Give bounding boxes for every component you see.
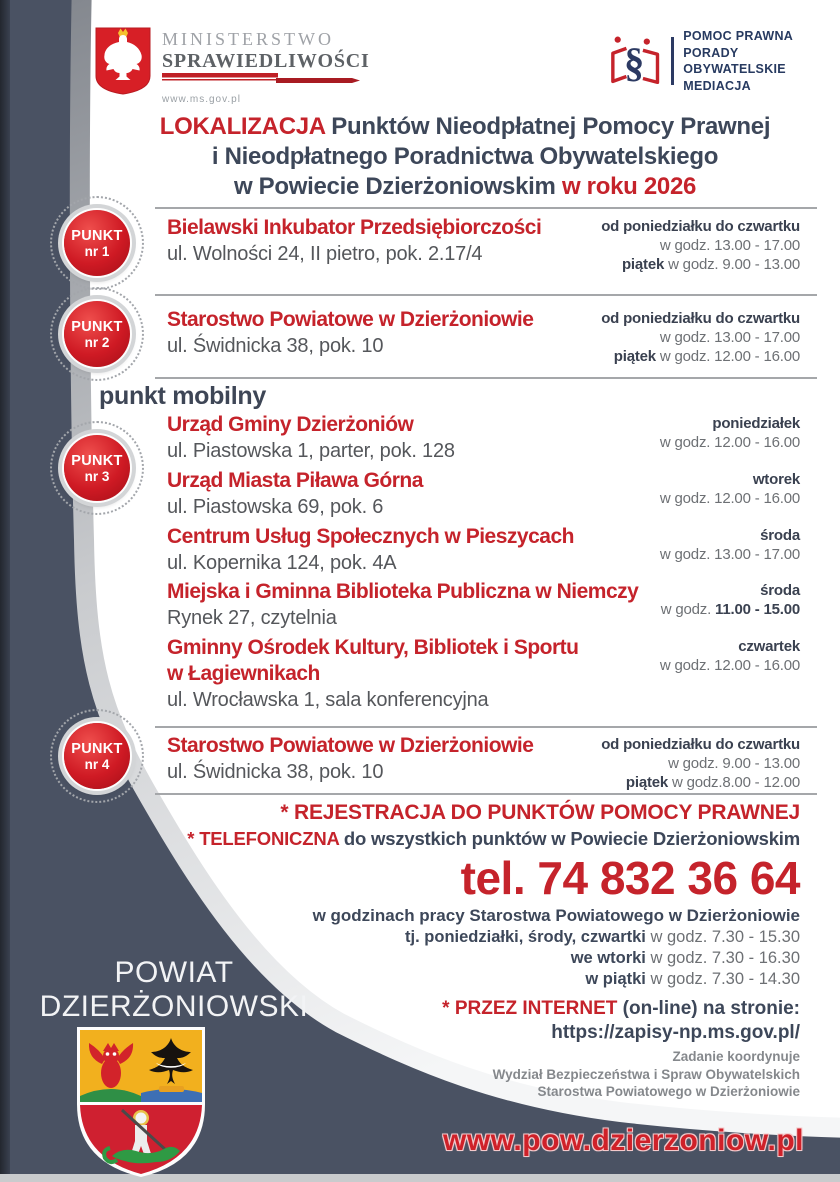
logo-divider (671, 37, 674, 85)
coordination-note (493, 1048, 800, 1101)
registration-headline: * REJESTRACJA DO PUNKTÓW POMOCY PRAWNEJ (280, 801, 800, 824)
divider (155, 726, 817, 728)
entry-name: Urząd Gminy Dzierżoniów (167, 413, 414, 436)
hours-line-2: we wtorki w godz. 7.30 - 16.30 (570, 949, 800, 967)
entry-name: Urząd Miasta Piława Górna (167, 469, 423, 492)
title-accent-2: w roku 2026 (561, 173, 697, 200)
registration-url: https://zapisy-np.ms.gov.pl/ (551, 1022, 800, 1043)
entry-address: ul. Wolności 24, II pietro, pok. 2.17/4 (167, 243, 483, 265)
mobile-entry-1 (167, 412, 800, 464)
divider (155, 294, 817, 296)
badge-punkt-3 (64, 435, 130, 501)
county-line1: POWIAT (114, 956, 234, 989)
entry-schedule: poniedziałek w godz. 12.00 - 16.00 (659, 415, 800, 451)
registration-section: * REJESTRACJA DO PUNKTÓW POMOCY PRAWNEJ * TELEFONICZNA do wszystkich punktów w Powiecie Dzierżoniowskim tel. 74 832 36 64 w godzinach pracy Starostwa Powiatowego w Dzierżoniowie tj. poniedziałki, środy, czwartki w godz. 7.30 - 15.30 we wtorki w godz. 7.30 - 16.30 w piątki w godz. 7.30 - 14.30 * PRZEZ INTERNET (on-line) na stronie: https://zapisy-np.ms.gov.pl/ (160, 800, 800, 1045)
ministry-name-line2: SPRAWIEDLIWOŚCI (162, 50, 370, 72)
poster-title (90, 112, 840, 202)
hours-line-1: tj. poniedziałki, środy, czwartki w godz. 7.30 - 15.30 (405, 928, 800, 946)
svg-text:§: § (624, 40, 645, 86)
internet-label: * PRZEZ INTERNET (442, 998, 618, 1019)
entry-name: Bielawski Inkubator Przedsiębiorczości (167, 216, 542, 239)
title-line2: i Nieodpłatnego Poradnictwa Obywatelskiego (211, 143, 719, 170)
mobile-entry-4 (167, 579, 800, 631)
point-entry-4 (167, 733, 800, 791)
entry-name: Starostwo Powiatowe w Dzierżoniowie (167, 734, 534, 757)
county-name (28, 956, 320, 1024)
ribbon-icon (162, 73, 362, 86)
county-website: www.pow.dzierzoniow.pl (443, 1124, 804, 1157)
entry-name: Starostwo Powiatowe w Dzierżoniowie (167, 308, 534, 331)
title-accent-1: LOKALIZACJA (159, 113, 325, 140)
county-line2: DZIERŻONIOWSKI (39, 990, 309, 1023)
mobile-entry-3 (167, 524, 800, 576)
entry-address: ul. Piastowska 69, pok. 6 (167, 496, 384, 518)
badge-punkt-1 (64, 210, 130, 276)
entry-address: ul. Wrocławska 1, sala konferencyjna (167, 689, 489, 711)
divider (155, 377, 817, 379)
entry-name: Centrum Usług Społecznych w Pieszycach (167, 525, 574, 548)
hours-line-3: w piątki w godz. 7.30 - 14.30 (585, 970, 800, 988)
legal-aid-line1: POMOC PRAWNA (683, 29, 794, 43)
phone-number: tel. 74 832 36 64 (460, 852, 800, 904)
entry-name: Miejska i Gminna Biblioteka Publiczna w Niemczy (167, 580, 639, 603)
badge-number: nr 2 (84, 334, 110, 350)
coordination-line2: Wydział Bezpieczeństwa i Spraw Obywatelskich (492, 1066, 800, 1082)
entry-address: ul. Piastowska 1, parter, pok. 128 (167, 440, 455, 462)
entry-schedule: czwartek w godz. 12.00 - 16.00 (659, 638, 800, 674)
entry-schedule: środa w godz. 13.00 - 17.00 (659, 527, 800, 563)
ministry-website: www.ms.gov.pl (162, 94, 241, 105)
badge-punkt-4 (64, 723, 130, 789)
coat-of-arms (76, 1026, 206, 1178)
badge-number: nr 1 (84, 243, 110, 259)
badge-label: PUNKT (71, 452, 123, 469)
paragraph-book-icon (608, 32, 662, 90)
entry-address: ul. Świdnicka 38, pok. 10 (167, 761, 384, 783)
coordination-line1: Zadanie koordynuje (672, 1049, 800, 1064)
badge-number: nr 3 (84, 468, 110, 484)
polish-eagle-emblem-icon (94, 26, 152, 96)
title-line3: w Powiecie Dzierżoniowskim (233, 173, 562, 200)
badge-label: PUNKT (71, 318, 123, 335)
entry-schedule: wtorek w godz. 12.00 - 16.00 (659, 471, 800, 507)
badge-label: PUNKT (71, 227, 123, 244)
mobile-point-heading: punkt mobilny (99, 382, 266, 410)
point-entry-1 (167, 215, 800, 273)
badge-punkt-2 (64, 301, 130, 367)
divider (155, 207, 817, 209)
legal-aid-line3: MEDIACJA (683, 78, 751, 93)
point-entry-2 (167, 307, 800, 365)
badge-number: nr 4 (84, 756, 110, 772)
mobile-entry-2 (167, 468, 800, 520)
badge-label: PUNKT (71, 740, 123, 757)
legal-aid-logo (608, 28, 840, 94)
entry-address: ul. Świdnicka 38, pok. 10 (167, 335, 384, 357)
entry-schedule: od poniedziałku do czwartku w godz. 13.00 - 17.00 piątek w godz. 12.00 - 16.00 (601, 310, 800, 365)
registration-phone-label: * TELEFONICZNA (187, 828, 339, 849)
entry-address: ul. Kopernika 124, pok. 4A (167, 552, 397, 574)
entry-address: Rynek 27, czytelnia (167, 607, 337, 629)
entry-name: Gminny Ośrodek Kultury, Bibliotek i Sportu (167, 636, 579, 659)
legal-aid-line2: PORADY OBYWATELSKIE (683, 45, 786, 76)
ministry-name-line1: MINISTERSTWO (162, 29, 334, 49)
entry-name-line2: w Łagiewnikach (167, 662, 320, 685)
title-line1: Punktów Nieodpłatnej Pomocy Prawnej (324, 113, 771, 140)
coordination-line3: Starostwa Powiatowego w Dzierżoniowie (537, 1084, 800, 1099)
entry-schedule: od poniedziałku do czwartku w godz. 9.00 - 13.00 piątek w godz.8.00 - 12.00 (601, 736, 800, 791)
entry-schedule: od poniedziałku do czwartku w godz. 13.00 - 17.00 piątek w godz. 9.00 - 13.00 (601, 218, 800, 273)
mobile-entry-5 (167, 635, 800, 713)
divider (155, 793, 817, 795)
ministry-logo (94, 26, 370, 105)
entry-schedule: środa w godz. 11.00 - 15.00 (660, 582, 800, 618)
hours-header: w godzinach pracy Starostwa Powiatowego w Dzierżoniowie (312, 906, 800, 925)
